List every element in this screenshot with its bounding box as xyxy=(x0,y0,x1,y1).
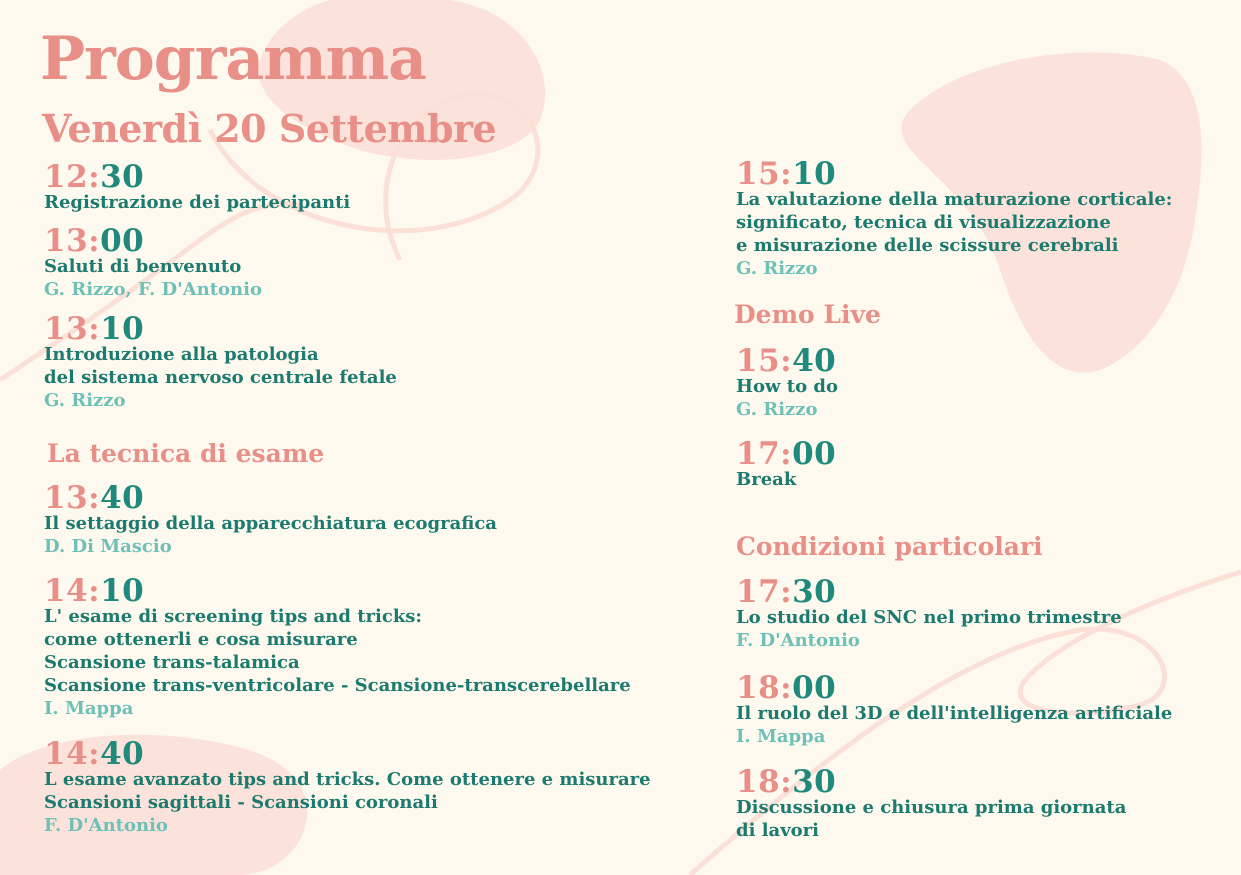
event-1440 xyxy=(44,738,651,837)
time-label: 13:00 xyxy=(44,223,145,259)
time-label: 17:00 xyxy=(736,436,837,472)
time-label: 15:40 xyxy=(736,343,837,379)
event-speaker: G. Rizzo xyxy=(736,399,818,420)
event-title: Saluti di benvenuto xyxy=(44,256,242,277)
event-title: Introduzione alla patologia del sistema nervoso centrale fetale xyxy=(44,344,397,388)
event-1800 xyxy=(736,672,1172,748)
time-label: 12:30 xyxy=(44,159,145,195)
event-1730 xyxy=(736,576,1122,652)
event-1540 xyxy=(736,345,838,421)
event-speaker: F. D'Antonio xyxy=(44,815,168,836)
time-label: 18:00 xyxy=(736,670,837,706)
time-label: 18:30 xyxy=(736,764,837,800)
event-speaker: G. Rizzo xyxy=(736,258,818,279)
time-label: 13:40 xyxy=(44,480,145,516)
event-speaker: G. Rizzo, F. D'Antonio xyxy=(44,279,262,300)
event-1310 xyxy=(44,313,397,412)
page-title: Programma xyxy=(40,24,427,94)
event-speaker: I. Mappa xyxy=(44,698,134,719)
event-1510 xyxy=(736,158,1172,280)
event-1230 xyxy=(44,161,350,214)
event-1300 xyxy=(44,225,262,301)
time-label: 14:40 xyxy=(44,736,145,772)
event-speaker: F. D'Antonio xyxy=(736,630,860,651)
event-title: Registrazione dei partecipanti xyxy=(44,192,351,213)
event-title: Break xyxy=(736,469,797,490)
time-label: 13:10 xyxy=(44,311,145,347)
event-speaker: G. Rizzo xyxy=(44,390,126,411)
event-title: Discussione e chiusura prima giornata di lavori xyxy=(736,797,1127,841)
section-demo-live: Demo Live xyxy=(734,300,881,329)
event-speaker: D. Di Mascio xyxy=(44,536,172,557)
section-condizioni-particolari: Condizioni particolari xyxy=(736,532,1043,561)
section-tecnica-di-esame: La tecnica di esame xyxy=(47,439,325,468)
event-1340 xyxy=(44,482,497,558)
event-title: Il settaggio della apparecchiatura ecografica xyxy=(44,513,497,534)
event-speaker: I. Mappa xyxy=(736,726,826,747)
event-title: How to do xyxy=(736,376,838,397)
time-label: 17:30 xyxy=(736,574,837,610)
time-label: 15:10 xyxy=(736,156,837,192)
event-title: L esame avanzato tips and tricks. Come ottenere e misurare Scansioni sagittali - Scansioni coronali xyxy=(44,769,651,813)
time-label: 14:10 xyxy=(44,573,145,609)
event-1830 xyxy=(736,766,1126,842)
event-title: Il ruolo del 3D e dell'intelligenza artificiale xyxy=(736,703,1173,724)
event-title: Lo studio del SNC nel primo trimestre xyxy=(736,607,1122,628)
event-1410 xyxy=(44,575,631,720)
event-title: La valutazione della maturazione corticale: significato, tecnica di visualizzazione e misurazione delle scissure cerebrali xyxy=(736,189,1173,256)
page-subtitle: Venerdì 20 Settembre xyxy=(42,106,497,151)
event-1700 xyxy=(736,438,836,491)
event-title: L' esame di screening tips and tricks: come ottenerli e cosa misurare Scansione trans-talamica Scansione trans-ventricolare - Scansione-transcerebellare xyxy=(44,606,631,696)
